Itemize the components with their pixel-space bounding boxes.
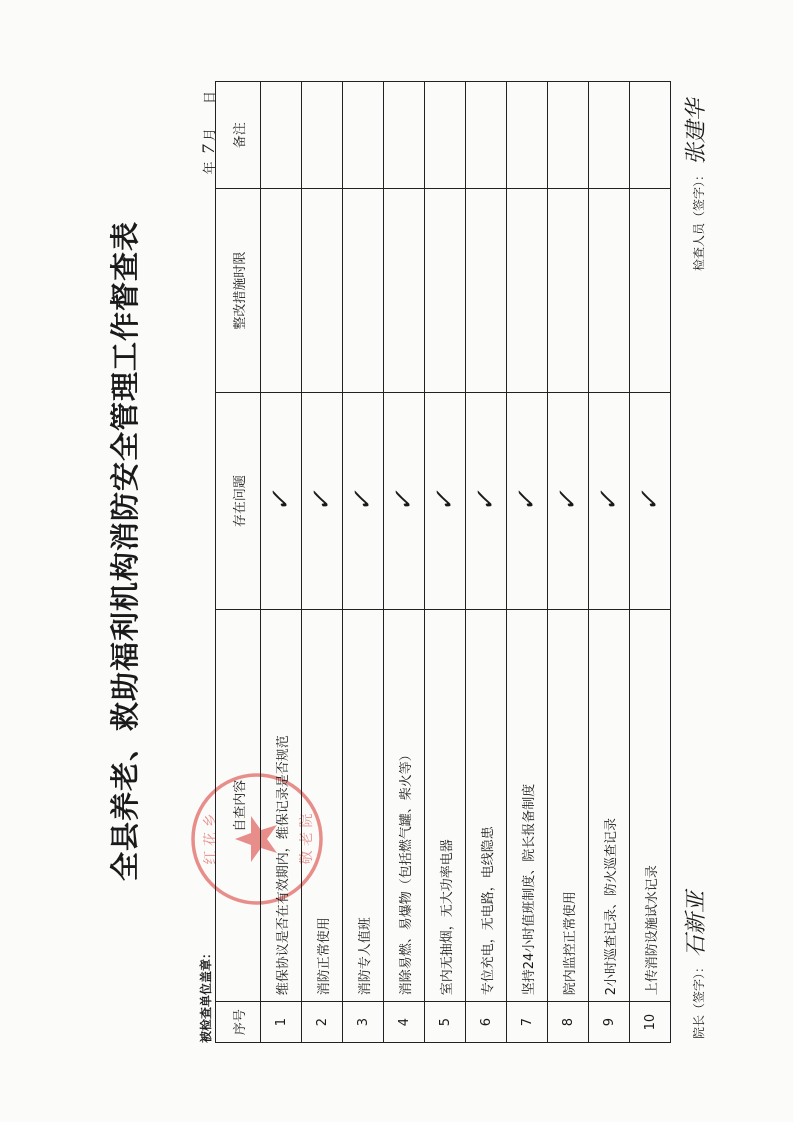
row-no: 6 <box>465 1002 506 1043</box>
row-item: 坚持24小时值班制度、院长报备制度 <box>506 610 547 1002</box>
row-fix <box>629 189 670 392</box>
table-row <box>588 82 629 1043</box>
row-fix <box>301 189 342 392</box>
row-item: 专位充电，无电路，电线隐患 <box>465 610 506 1002</box>
row-fix <box>424 189 465 392</box>
row-no: 2 <box>301 1002 342 1043</box>
table-row <box>547 82 588 1043</box>
row-issue-check: ✓ <box>588 392 629 609</box>
row-fix <box>465 189 506 392</box>
row-note <box>588 82 629 189</box>
row-note <box>465 82 506 189</box>
row-no: 7 <box>506 1002 547 1043</box>
row-issue-check: ✓ <box>629 392 670 609</box>
year-suffix: 年 <box>202 161 218 175</box>
row-note <box>342 82 383 189</box>
month-value: 7 <box>198 144 218 155</box>
table-header-row <box>215 82 260 1043</box>
row-note <box>301 82 342 189</box>
row-no: 4 <box>383 1002 424 1043</box>
row-item: 上传消防设施试水记录 <box>629 610 670 1002</box>
row-issue-check: ✓ <box>342 392 383 609</box>
table-row <box>424 82 465 1043</box>
inspector-label: 检查人员（签字）： <box>691 168 706 271</box>
row-issue-check: ✓ <box>260 392 301 609</box>
row-fix <box>342 189 383 392</box>
inspection-table <box>215 81 671 1043</box>
table-row <box>506 82 547 1043</box>
row-note <box>424 82 465 189</box>
svg-text:敬 老 院: 敬 老 院 <box>298 813 315 865</box>
row-item: 消防正常使用 <box>301 610 342 1002</box>
table-row <box>301 82 342 1043</box>
director-label: 院长（签字）： <box>691 960 706 1039</box>
row-fix <box>383 189 424 392</box>
header-no: 序号 <box>215 1002 260 1043</box>
document-title: 全县养老、救助福利机构消防安全管理工作督查表 <box>107 221 142 882</box>
month-suffix: 月 <box>202 128 218 142</box>
row-note <box>506 82 547 189</box>
row-note <box>260 82 301 189</box>
row-no: 1 <box>260 1002 301 1043</box>
row-item: 维保协议是否在有效期内，维保记录是否规范 <box>260 610 301 1002</box>
row-fix <box>506 189 547 392</box>
row-fix <box>260 189 301 392</box>
row-note <box>629 82 670 189</box>
row-issue-check: ✓ <box>465 392 506 609</box>
row-no: 5 <box>424 1002 465 1043</box>
row-fix <box>588 189 629 392</box>
header-fix: 整改措施时限 <box>215 189 260 392</box>
row-no: 8 <box>547 1002 588 1043</box>
row-no: 3 <box>342 1002 383 1043</box>
row-item: 院内监控正常使用 <box>547 610 588 1002</box>
table-row <box>342 82 383 1043</box>
svg-text:红 花 乡: 红 花 乡 <box>202 813 219 865</box>
table-row <box>383 82 424 1043</box>
inspected-unit-label: 被检查单位盖章： <box>198 946 213 1043</box>
row-fix <box>547 189 588 392</box>
inspector-signature: 张建华 <box>683 98 709 165</box>
header-note: 备注 <box>215 82 260 189</box>
row-issue-check: ✓ <box>383 392 424 609</box>
header-item: 自查内容 <box>215 610 260 1002</box>
row-note <box>383 82 424 189</box>
header-issue: 存在问题 <box>215 392 260 609</box>
row-no: 9 <box>588 1002 629 1043</box>
rotated-document <box>67 51 727 1071</box>
row-issue-check: ✓ <box>547 392 588 609</box>
table-row <box>629 82 670 1043</box>
row-no: 10 <box>629 1002 670 1043</box>
table-row <box>465 82 506 1043</box>
director-signature-field <box>679 891 710 1039</box>
row-item: 消除易燃、易爆物（包括燃气罐、柴火等） <box>383 610 424 1002</box>
row-note <box>547 82 588 189</box>
director-signature: 石新亚 <box>683 890 709 957</box>
row-item: 2小时巡查记录、防火巡查记录 <box>588 610 629 1002</box>
table-row <box>260 82 301 1043</box>
day-suffix: 日 <box>202 91 218 105</box>
inspector-signature-field <box>679 99 710 271</box>
row-issue-check: ✓ <box>506 392 547 609</box>
row-issue-check: ✓ <box>301 392 342 609</box>
row-issue-check: ✓ <box>424 392 465 609</box>
row-item: 室内无抽烟，无大功率电器 <box>424 610 465 1002</box>
row-item: 消防专人值班 <box>342 610 383 1002</box>
